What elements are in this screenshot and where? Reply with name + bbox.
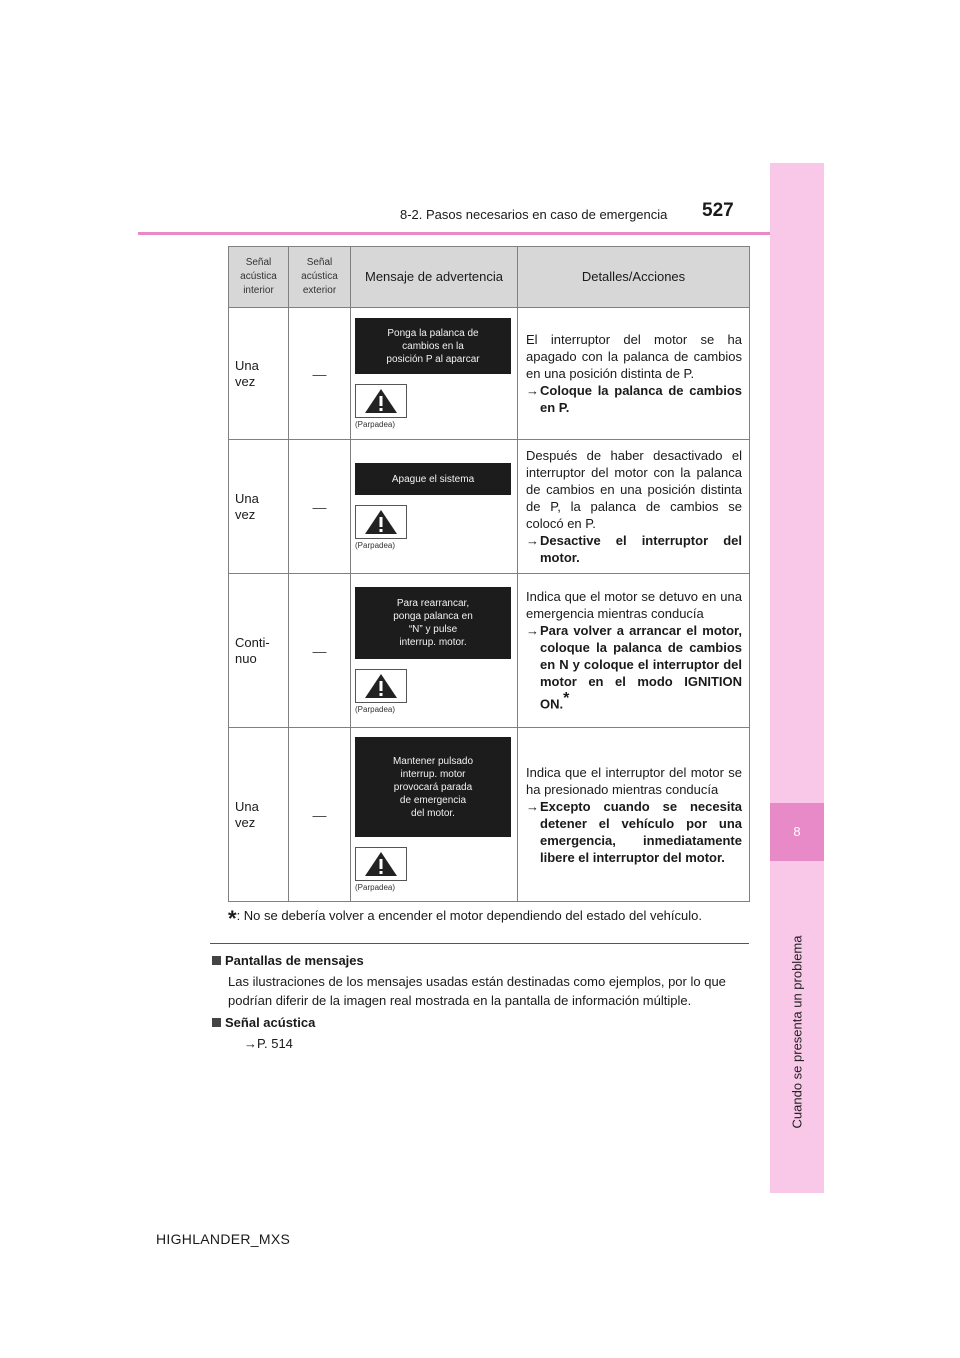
detail-cell (518, 440, 750, 574)
footnote-text: : No se debería volver a encender el motor dependiendo del estado del vehículo. (236, 908, 702, 923)
action-line (526, 382, 742, 416)
detail-text: Indica que el motor se detuvo en una emergencia mientras conducía (526, 589, 742, 622)
right-arrow-icon: → (244, 1036, 257, 1051)
warning-message (351, 440, 518, 574)
note-body (244, 1034, 764, 1053)
interior-signal: Una vez (229, 440, 289, 574)
chapter-title: Cuando se presenta un problema (789, 935, 805, 1129)
exterior-signal: — (289, 574, 351, 728)
warning-triangle-icon (355, 505, 407, 539)
interior-signal: Conti- nuo (229, 574, 289, 728)
warning-triangle-icon (355, 384, 407, 418)
detail-cell (518, 308, 750, 440)
detail-cell (518, 728, 750, 902)
message-screen: Para rearrancar, ponga palanca en “N” y pulse interrup. motor. (355, 587, 511, 659)
note-title: Pantallas de mensajes (212, 953, 364, 968)
right-arrow-icon: → (526, 533, 539, 548)
warning-message (351, 308, 518, 440)
right-arrow-icon: → (526, 798, 539, 814)
right-arrow-icon: → (526, 623, 539, 639)
section-header: 8-2. Pasos necesarios en caso de emergencia (400, 207, 668, 222)
message-screen: Ponga la palanca de cambios en la posición P al aparcar (355, 318, 511, 374)
warning-message (351, 574, 518, 728)
header-exterior: Señal acústica exterior (289, 247, 351, 308)
chapter-number-tab: 8 (770, 803, 824, 861)
table-row (229, 574, 750, 728)
action-text: Coloque la palanca de cambios en P. (540, 383, 742, 415)
message-screen: Mantener pulsado interrup. motor provocará parada de emergencia del motor. (355, 737, 511, 837)
warning-triangle-icon (355, 669, 407, 703)
blink-label: (Parpadea) (355, 883, 396, 892)
note-body: Las ilustraciones de los mensajes usadas están destinadas como ejemplos, por lo que podrían diferir de la imagen real mostrada en la pantalla de información múltiple. (228, 974, 726, 1008)
detail-text: Después de haber desactivado el interruptor del motor con la palanca de cambios en una posición distinta de P, la palanca de cambios se colocó en P. (526, 448, 742, 531)
table-row (229, 440, 750, 574)
page-reference: P. 514 (257, 1036, 293, 1051)
warning-triangle-icon (355, 847, 407, 881)
action-line (526, 532, 742, 566)
footer-model: HIGHLANDER_MXS (156, 1231, 291, 1247)
interior-signal: Una vez (229, 728, 289, 902)
action-text: Excepto cuando se necesita detener el vehículo por una emergencia, inmediatamente libere el interruptor del motor. (540, 798, 742, 865)
action-text-body: Para volver a arrancar el motor, coloque la palanca de cambios en N y coloque el interruptor del motor en el modo IGNITION ON. (540, 623, 742, 712)
exterior-signal: — (289, 308, 351, 440)
page-number: 527 (702, 200, 734, 221)
detail-text: Indica que el interruptor del motor se ha presionado mientras conducía (526, 764, 742, 797)
action-line (526, 622, 742, 712)
action-text (540, 622, 742, 712)
detail-text: El interruptor del motor se ha apagado con la palanca de cambios en una posición distinta de P. (526, 332, 742, 381)
header-message: Mensaje de advertencia (351, 247, 518, 308)
action-line (526, 798, 742, 866)
footnote-star: * (563, 690, 570, 708)
blink-label: (Parpadea) (355, 541, 396, 550)
blink-label: (Parpadea) (355, 705, 396, 714)
interior-signal: Una vez (229, 308, 289, 440)
table-row (229, 728, 750, 902)
right-arrow-icon: → (526, 383, 539, 398)
header-rule (138, 232, 824, 235)
table-footnote (228, 906, 702, 932)
square-bullet-icon (212, 1018, 221, 1027)
message-screen: Apague el sistema (355, 463, 511, 495)
square-bullet-icon (212, 956, 221, 965)
table-row (229, 308, 750, 440)
exterior-signal: — (289, 440, 351, 574)
blink-label: (Parpadea) (355, 420, 396, 429)
action-text: Desactive el interruptor del motor. (540, 533, 742, 565)
table-header-row (229, 247, 750, 308)
note-divider (210, 943, 749, 944)
warning-message (351, 728, 518, 902)
header-interior: Señal acústica interior (229, 247, 289, 308)
exterior-signal: — (289, 728, 351, 902)
note-title: Señal acústica (212, 1015, 315, 1030)
footnote-star: * (228, 906, 237, 931)
header-details: Detalles/Acciones (518, 247, 750, 308)
detail-cell (518, 574, 750, 728)
warning-table (228, 246, 750, 902)
